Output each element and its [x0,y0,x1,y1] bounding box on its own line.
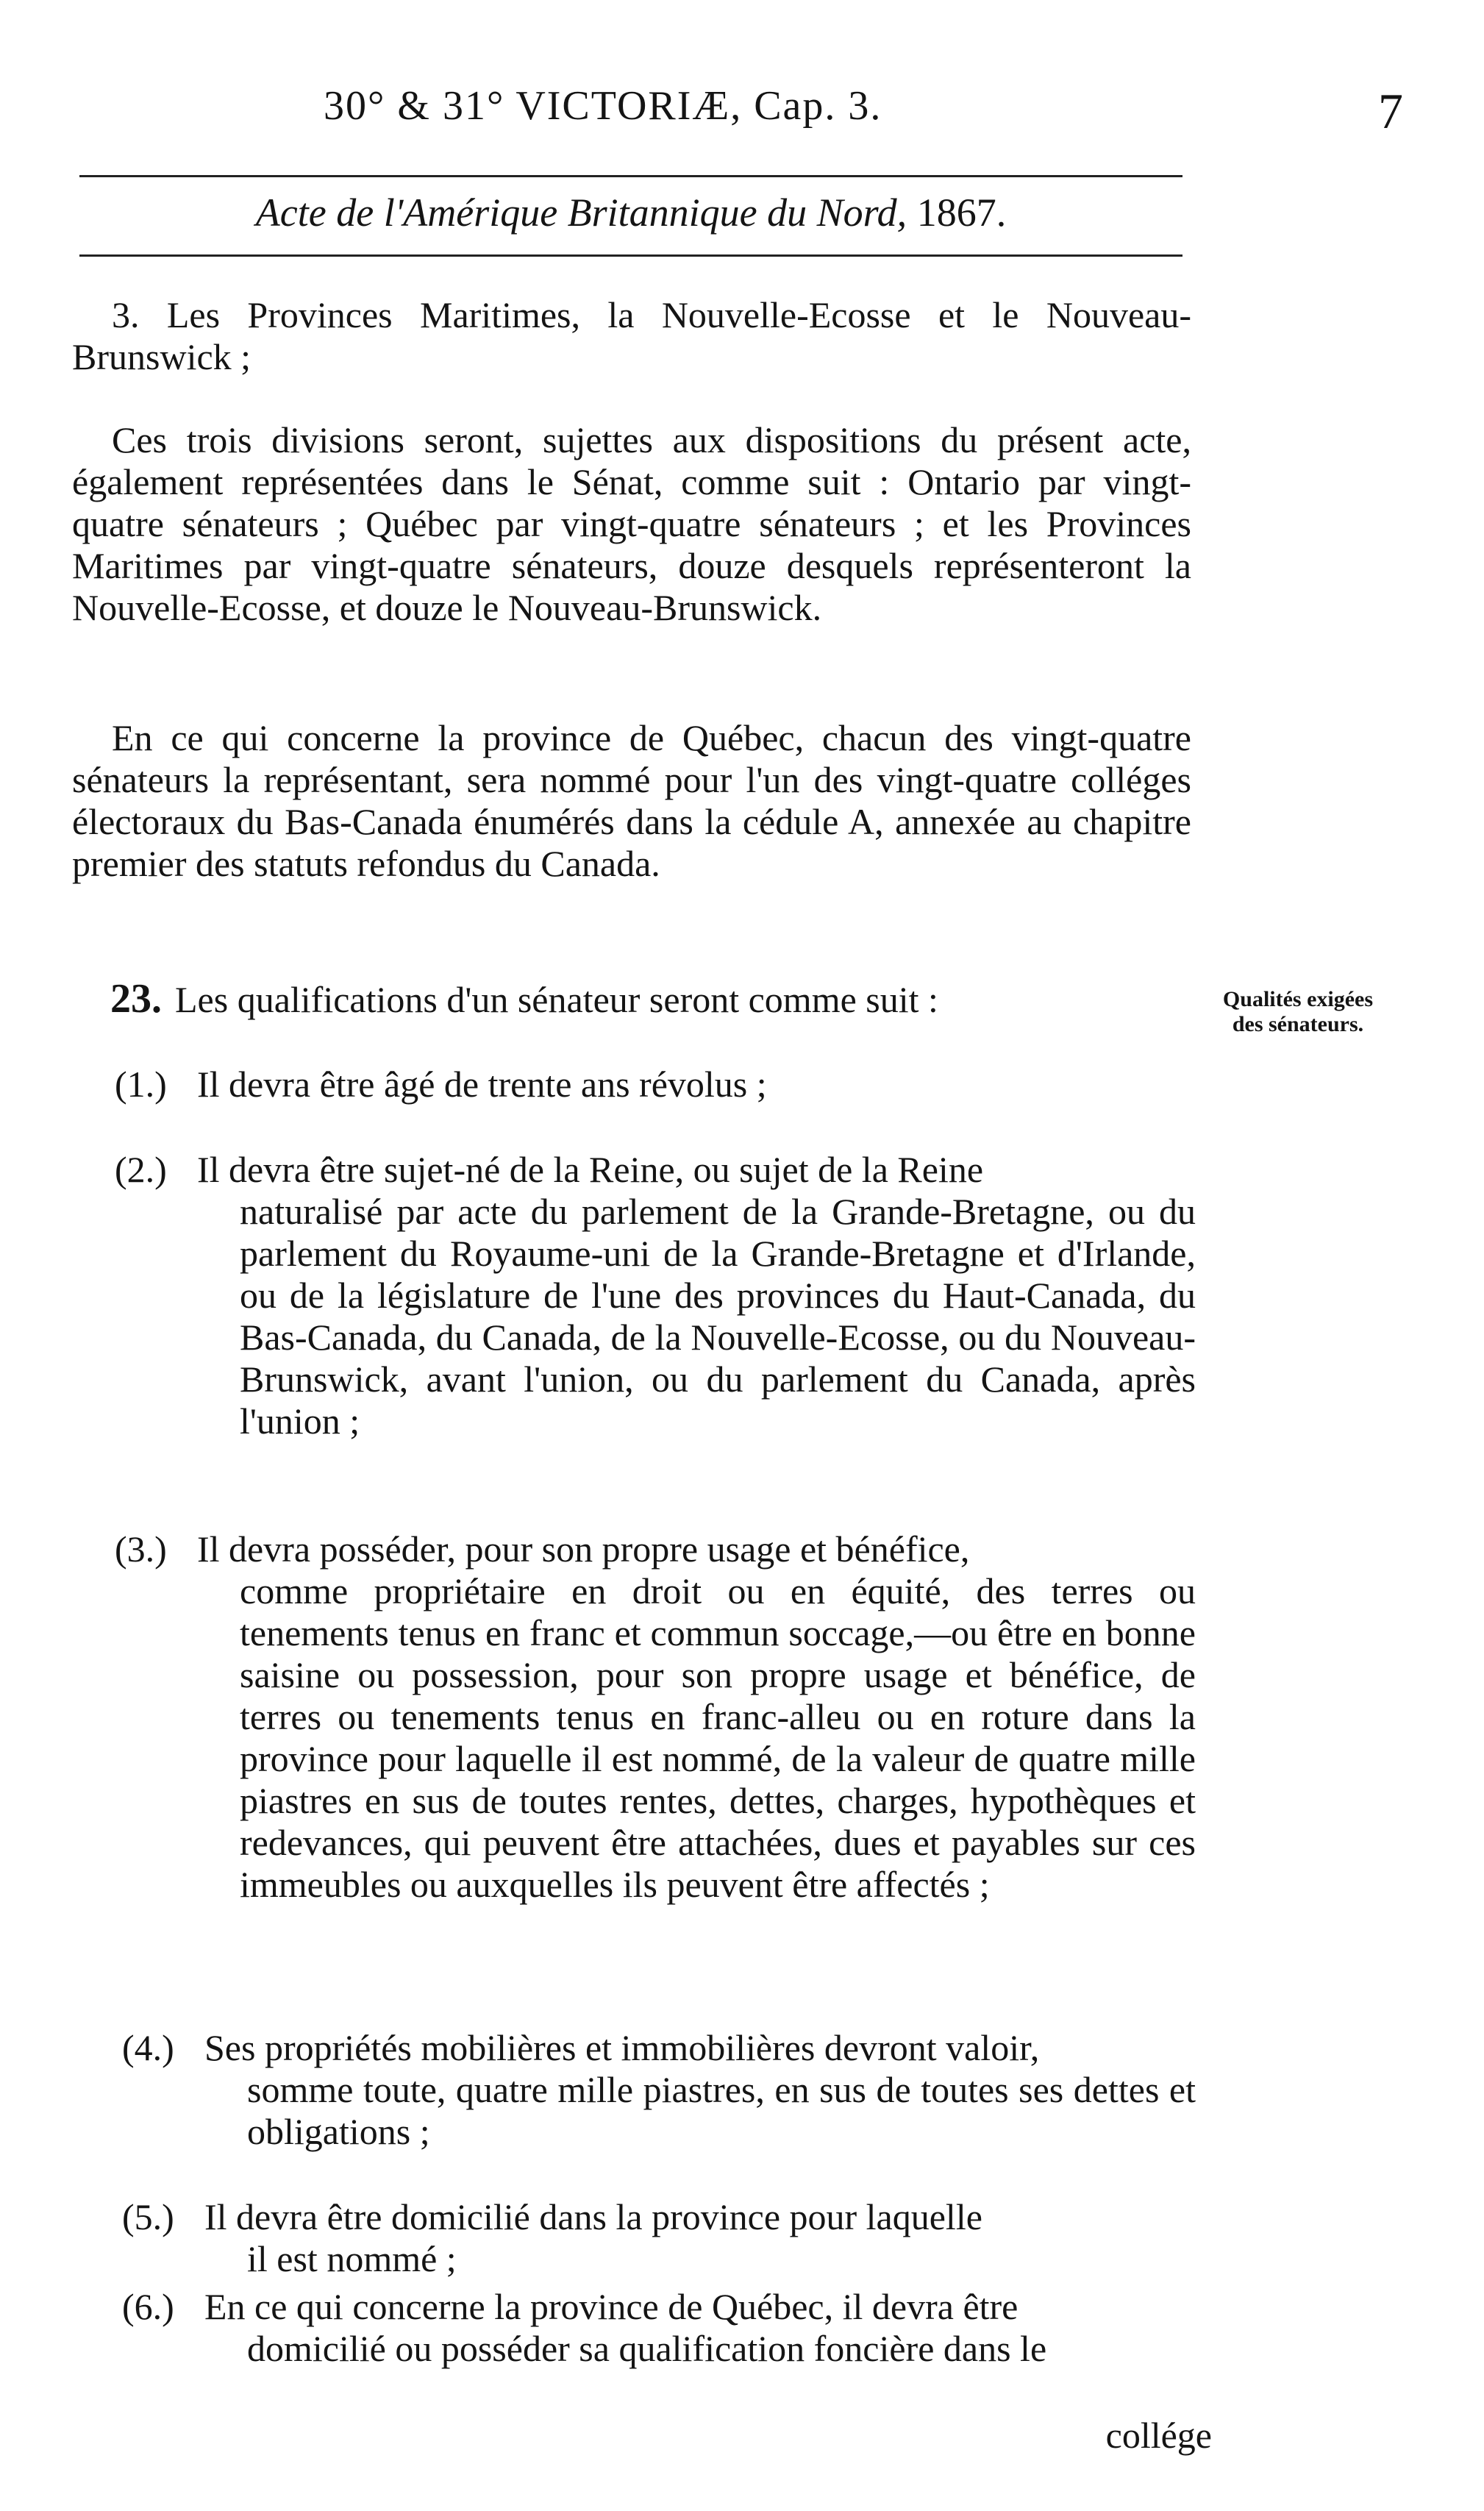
item-number: (2.) [115,1149,167,1190]
item-number: (3.) [115,1528,167,1570]
item-text-rest: comme propriétaire en droit ou en équité, des terres ou tenements tenus en franc et commun soccage,—ou être en bonne saisine ou possession, pour son propre usage et bénéfice, de terres ou tenements tenus en franc-alleu ou en roture dans la province pour laquelle il est nommé, de la valeur de quatre mille piastres en sus de toutes rentes, dettes, charges, hypothèques et redevances, qui peuvent être attachées, dues et payables sur ces immeubles ou auxquelles ils peuvent être affectés ; [240,1570,1196,1905]
item-text-rest: naturalisé par acte du parlement de la Grande-Bretagne, ou du parlement du Royaume-uni de la Grande-Bretagne et d'Irlande, ou de la législature de l'une des provinces du Haut-Canada, du Bas-Canada, du Canada, de la Nouvelle-Ecosse, ou du Nouveau-Brunswick, avant l'union, ou du parlement du Canada, après l'union ; [240,1191,1196,1442]
catchword: collége [1105,2415,1212,2456]
item-text-first: Il devra être domicilié dans la province pour laquelle [204,2196,982,2237]
item-text-rest: il est nommé ; [247,2238,457,2279]
act-year: 1867. [916,190,1007,235]
act-title-text: Acte de l'Amérique Britannique du Nord, [255,190,907,235]
item-number: (1.) [115,1064,167,1105]
header-title: 30° & 31° VICTORIÆ, Cap. 3. [324,83,882,129]
page-number: 7 [1378,83,1403,139]
paragraph-quebec: En ce qui concerne la province de Québec, chacun des vingt-quatre sénateurs la représentant, sera nommé pour l'un des vingt-quatre colléges électoraux du Bas-Canada énumérés dans la cédule A, annexée au chapitre premier des statuts refondus du Canada. [72,717,1191,884]
running-header [0,82,1484,149]
item-number: (4.) [122,2027,174,2068]
item-text-first: Il devra être sujet-né de la Reine, ou sujet de la Reine [197,1149,984,1190]
bottom-rule [79,254,1182,257]
margin-note: Qualités exigées des sénateurs. [1222,987,1374,1036]
item-text: Il devra être âgé de trente ans révolus ; [197,1064,767,1105]
section-heading [110,978,1169,1021]
paragraph-3: 3. Les Provinces Maritimes, la Nouvelle-Ecosse et le Nouveau-Brunswick ; [72,294,1191,377]
item-number: (6.) [122,2286,174,2327]
item-number: (5.) [122,2196,174,2237]
section-heading-text: Les qualifications d'un sénateur seront comme suit : [175,979,938,1020]
top-rule [79,175,1182,177]
item-text-first: Il devra posséder, pour son propre usage et bénéfice, [197,1528,970,1570]
act-title [0,190,1262,235]
item-text-rest: somme toute, quatre mille piastres, en sus de toutes ses dettes et obligations ; [247,2069,1196,2152]
paragraph-divisions: Ces trois divisions seront, sujettes aux dispositions du présent acte, également représentées dans le Sénat, comme suit : Ontario par vingt-quatre sénateurs ; Québec par vingt-quatre sénateurs ; et les Provinces Maritimes par vingt-quatre sénateurs, douze desquels représenteront la Nouvelle-Ecosse, et douze le Nouveau-Brunswick. [72,419,1191,628]
item-text-first: Ses propriétés mobilières et immobilières devront valoir, [204,2027,1040,2068]
section-number: 23. [110,976,162,1022]
item-text-rest: domicilié ou posséder sa qualification foncière dans le [247,2328,1047,2369]
item-text-first: En ce qui concerne la province de Québec, il devra être [204,2286,1019,2327]
